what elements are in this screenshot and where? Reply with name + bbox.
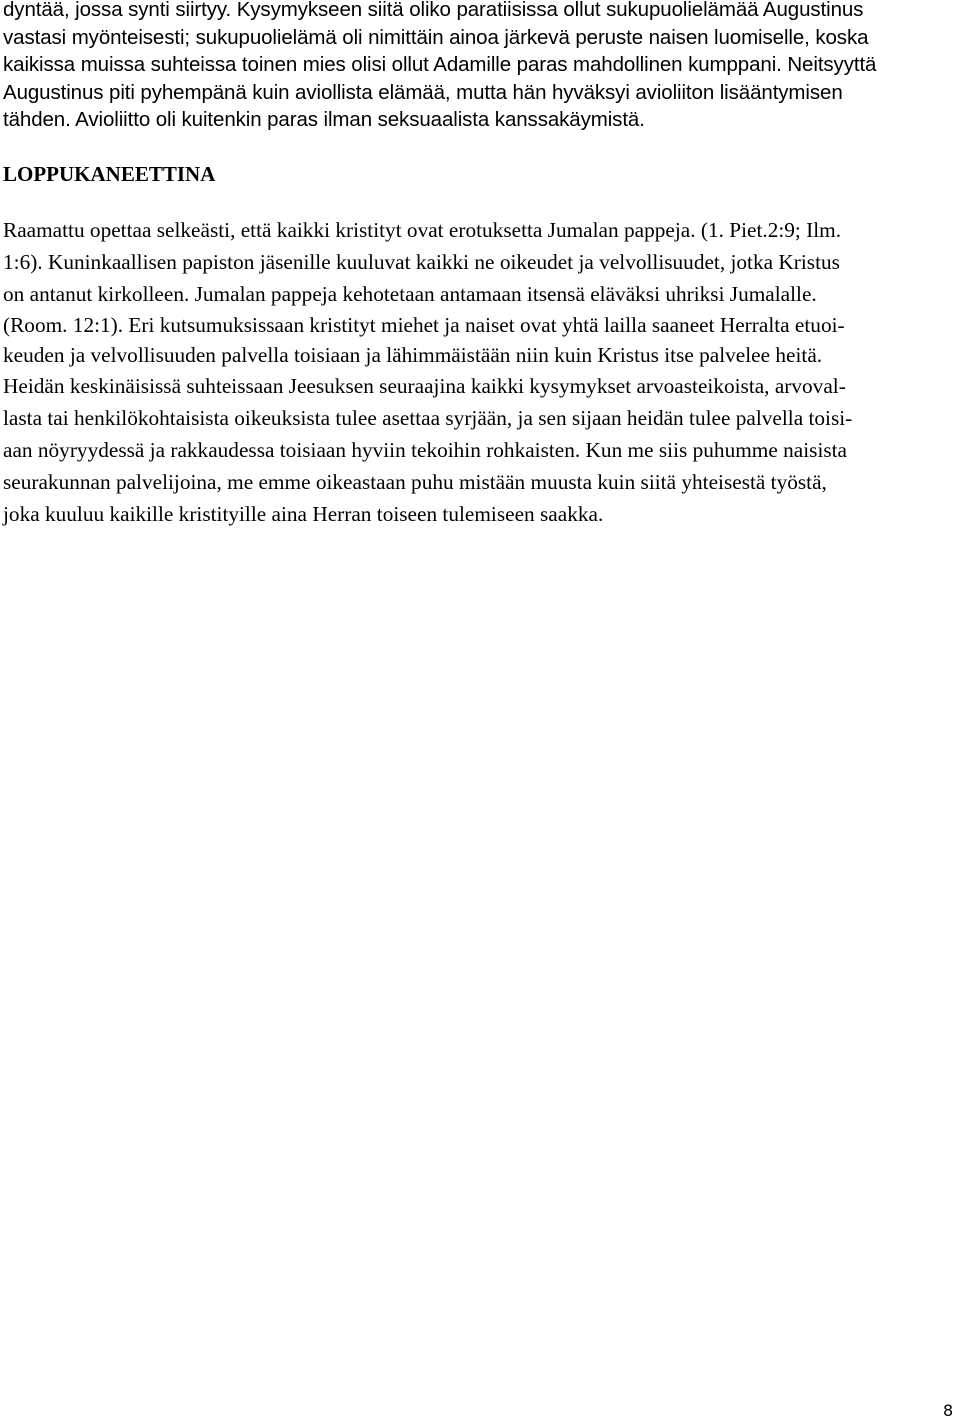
page-number: 8 bbox=[943, 1401, 954, 1420]
intro-line-2: vastasi myönteisesti; sukupuolielämä oli nimittäin ainoa järkevä peruste naisen luomiselle, koska bbox=[3, 26, 869, 49]
intro-line-5: tähden. Avioliitto oli kuitenkin paras ilman seksuaalista kanssakäymistä. bbox=[3, 108, 645, 131]
conclusion-line-6: Heidän keskinäisissä suhteissaan Jeesuksen seuraajina kaikki kysymykset arvoasteikoista, arvoval- bbox=[3, 374, 846, 398]
conclusion-line-3: on antanut kirkolleen. Jumalan pappeja kehotetaan antamaan itsensä eläväksi uhriksi Jumalalle. bbox=[3, 282, 817, 306]
intro-line-4: Augustinus piti pyhempänä kuin aviollista elämää, mutta hän hyväksyi avioliiton lisääntymisen bbox=[3, 81, 843, 104]
conclusion-line-7: lasta tai henkilökohtaisista oikeuksista tulee asettaa syrjään, ja sen sijaan heidän tulee palvella toisi- bbox=[3, 406, 853, 430]
conclusion-line-2: 1:6). Kuninkaallisen papiston jäsenille kuuluvat kaikki ne oikeudet ja velvollisuudet, jotka Kristus bbox=[3, 250, 840, 274]
section-heading: LOPPUKANEETTINA bbox=[3, 162, 216, 186]
conclusion-line-8: aan nöyryydessä ja rakkaudessa toisiaan hyviin tekoihin rohkaisten. Kun me siis puhumme naisista bbox=[3, 438, 848, 462]
intro-line-1: dyntää, jossa synti siirtyy. Kysymykseen siitä oliko paratiisissa ollut sukupuolielämää Augustinus bbox=[3, 0, 864, 21]
conclusion-line-4: (Room. 12:1). Eri kutsumuksissaan kristityt miehet ja naiset ovat yhtä lailla saaneet Herralta etuoi- bbox=[3, 313, 845, 337]
conclusion-line-5: keuden ja velvollisuuden palvella toisiaan ja lähimmäistään niin kuin Kristus itse palvelee heitä. bbox=[3, 343, 823, 367]
intro-line-3: kaikissa muissa suhteissa toinen mies olisi ollut Adamille paras mahdollinen kumppani. Neitsyyttä bbox=[3, 53, 877, 76]
conclusion-line-10: joka kuuluu kaikille kristityille aina Herran toiseen tulemiseen saakka. bbox=[3, 502, 604, 526]
conclusion-line-9: seurakunnan palvelijoina, me emme oikeastaan puhu mistään muusta kuin siitä yhteisestä työstä, bbox=[3, 470, 827, 494]
conclusion-line-1: Raamattu opettaa selkeästi, että kaikki kristityt ovat erotuksetta Jumalan pappeja. (1. Piet.2:9; Ilm. bbox=[3, 218, 842, 242]
